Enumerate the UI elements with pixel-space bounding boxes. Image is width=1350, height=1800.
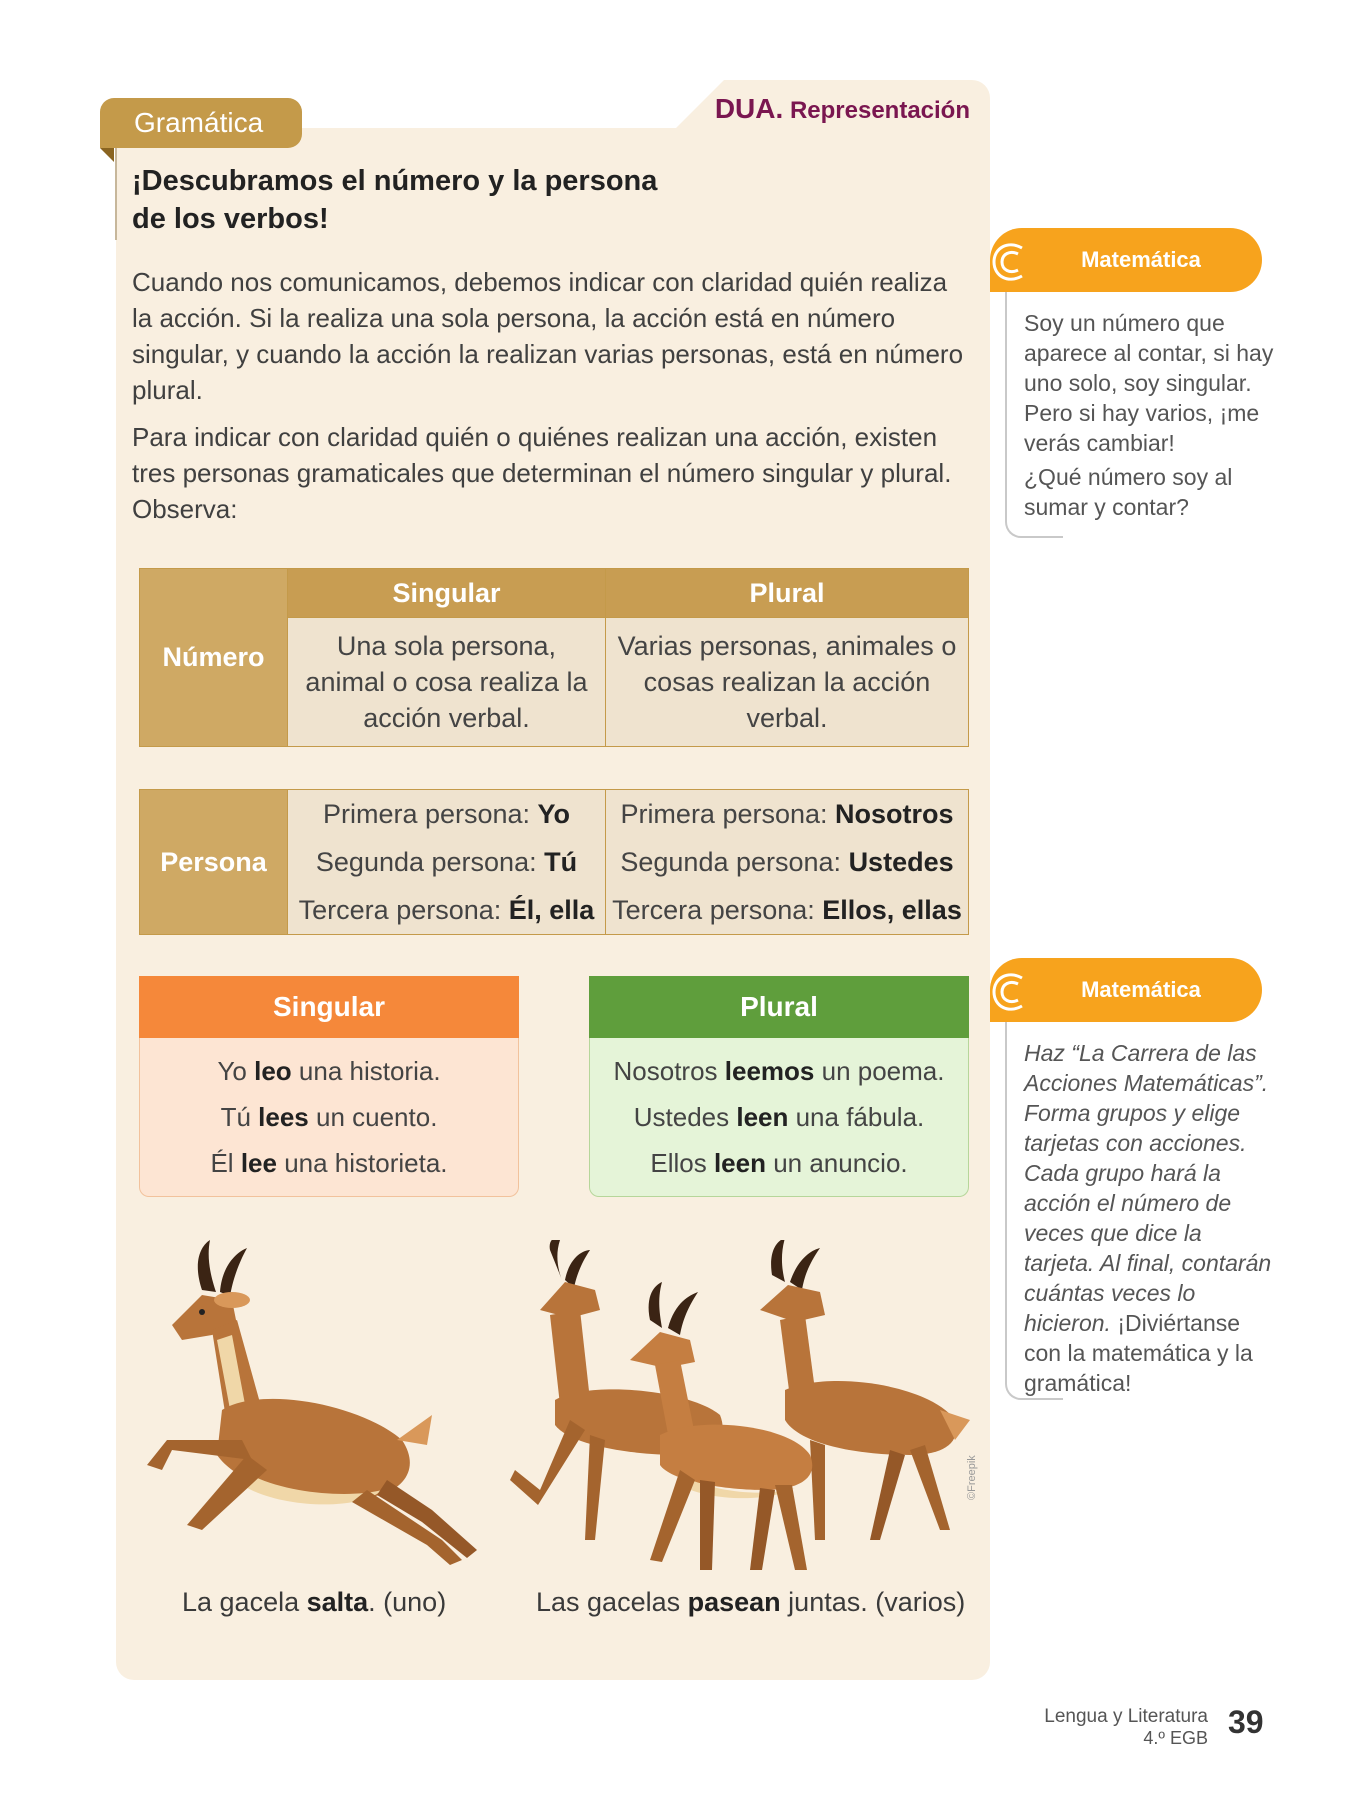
example-verb: leen (736, 1102, 789, 1132)
numero-row-header: Número (140, 569, 288, 747)
numero-col-plural: Plural (606, 569, 969, 618)
plural-example (590, 1048, 968, 1094)
example-verb: leen (713, 1148, 766, 1178)
math-c-icon (988, 970, 1032, 1014)
persona-plural-first (606, 790, 968, 838)
plural-examples-title: Plural (589, 976, 969, 1038)
numero-plural-text: Varias personas, animales o cosas realizan la acción verbal. (606, 618, 969, 747)
sidebar-box1-corner (1005, 520, 1063, 538)
singular-example (140, 1048, 518, 1094)
caption-subject: La gacela (182, 1587, 307, 1617)
persona-label: Segunda persona: (620, 847, 849, 877)
intro-paragraph: Cuando nos comunicamos, debemos indicar con claridad quién realiza la acción. Si la realiza una sola persona, la acción está en número singular, y cuando la acción la realizan varias personas, está en número plural. (132, 267, 964, 405)
activity-instructions: Haz “La Carrera de las Acciones Matemáticas”. Forma grupos y elige tarjetas con acciones. Cada grupo hará la acción el número de veces que dice la tarjeta. Al final, contarán cuántas veces lo hicieron. (1024, 1040, 1272, 1336)
lesson-title-line1: ¡Descubramos el número y la persona (132, 165, 658, 197)
dua-label (715, 93, 970, 125)
persona-singular-first (288, 790, 605, 838)
example-subject: Yo (217, 1056, 255, 1086)
persona-row-header: Persona (140, 790, 288, 935)
persona-label: Tercera persona: (298, 895, 509, 925)
persona-table (139, 789, 969, 935)
plural-example (590, 1140, 968, 1186)
numero-singular-text: Una sola persona, animal o cosa realiza la acción verbal. (288, 618, 606, 747)
example-object: un anuncio. (765, 1148, 908, 1178)
persona-pronoun: Ustedes (848, 847, 954, 877)
example-verb: leemos (724, 1056, 815, 1086)
caption-verb: salta (306, 1587, 369, 1617)
plural-examples-box (589, 1038, 969, 1197)
sidebar-box1-text: Soy un número que aparece al contar, si hay uno solo, soy singular. Pero si hay varios, ¡me verás cambiar! (1024, 310, 1274, 456)
sidebar-box1-rule (1005, 292, 1007, 520)
numero-col-singular: Singular (288, 569, 606, 618)
example-verb: lee (240, 1148, 277, 1178)
caption-plural (536, 1587, 965, 1618)
section-tab: Gramática (100, 98, 302, 148)
sidebar-box1-title: Matemática (990, 228, 1262, 292)
section-tab-fold (100, 148, 114, 162)
numero-table (139, 568, 969, 747)
caption-rest: juntas. (varios) (780, 1587, 966, 1617)
example-subject: Él (210, 1148, 241, 1178)
persona-plural-third (606, 886, 968, 934)
walking-gazelles-illustration (510, 1240, 980, 1580)
singular-example (140, 1140, 518, 1186)
caption-singular (182, 1587, 446, 1618)
example-subject: Ustedes (633, 1102, 737, 1132)
example-verb: lees (258, 1102, 309, 1132)
persona-singular-third (288, 886, 605, 934)
leaping-gazelle-illustration (132, 1240, 492, 1580)
persona-singular-second (288, 838, 605, 886)
persona-label: Primera persona: (620, 799, 836, 829)
footer-grade: 4.º EGB (1143, 1728, 1208, 1748)
persona-label: Primera persona: (322, 799, 538, 829)
persona-pronoun: Él, ella (508, 895, 595, 925)
example-subject: Nosotros (613, 1056, 725, 1086)
sidebar-box2-rule (1005, 1022, 1007, 1382)
lesson-title (132, 162, 792, 238)
persona-label: Segunda persona: (315, 847, 545, 877)
sidebar-box2-text (1024, 1038, 1274, 1398)
footer-subject: Lengua y Literatura (1044, 1706, 1208, 1727)
persona-plural-cell (606, 790, 969, 935)
persona-pronoun: Ellos, ellas (822, 895, 962, 925)
caption-verb: pasean (687, 1587, 781, 1617)
persona-pronoun: Yo (537, 799, 571, 829)
example-object: una historieta. (276, 1148, 448, 1178)
singular-examples-title: Singular (139, 976, 519, 1038)
persona-pronoun: Tú (544, 847, 578, 877)
dua-prefix: DUA. (714, 93, 784, 124)
example-subject: Ellos (650, 1148, 714, 1178)
persona-singular-cell (288, 790, 606, 935)
lesson-title-line2: de los verbos! (132, 203, 329, 235)
singular-example (140, 1094, 518, 1140)
page-number: 39 (1228, 1704, 1264, 1740)
sidebar-box2-title: Matemática (990, 958, 1262, 1022)
singular-examples-box (139, 1038, 519, 1197)
sidebar-box1-question: ¿Qué número soy al sumar y contar? (1024, 464, 1233, 520)
title-rule (115, 148, 117, 240)
plural-example (590, 1094, 968, 1140)
example-object: un poema. (814, 1056, 945, 1086)
image-credit: ©Freepik (966, 1455, 978, 1500)
persona-label: Tercera persona: (612, 895, 823, 925)
caption-subject: Las gacelas (536, 1587, 688, 1617)
example-object: una historia. (291, 1056, 441, 1086)
observe-paragraph: Para indicar con claridad quién o quiénes realizan una acción, existen tres personas gramaticales que determinan el número singular y plural. Observa: (132, 422, 952, 524)
example-subject: Tú (220, 1102, 259, 1132)
persona-pronoun: Nosotros (835, 799, 954, 829)
example-object: una fábula. (788, 1102, 925, 1132)
example-object: un cuento. (308, 1102, 438, 1132)
persona-plural-second (606, 838, 968, 886)
activity-closing: ¡Diviértanse con la matemática y la gramática! (1024, 1310, 1253, 1396)
example-verb: leo (254, 1056, 292, 1086)
dua-type: Representación (789, 97, 970, 124)
math-c-icon (988, 240, 1032, 284)
caption-rest: . (uno) (368, 1587, 447, 1617)
